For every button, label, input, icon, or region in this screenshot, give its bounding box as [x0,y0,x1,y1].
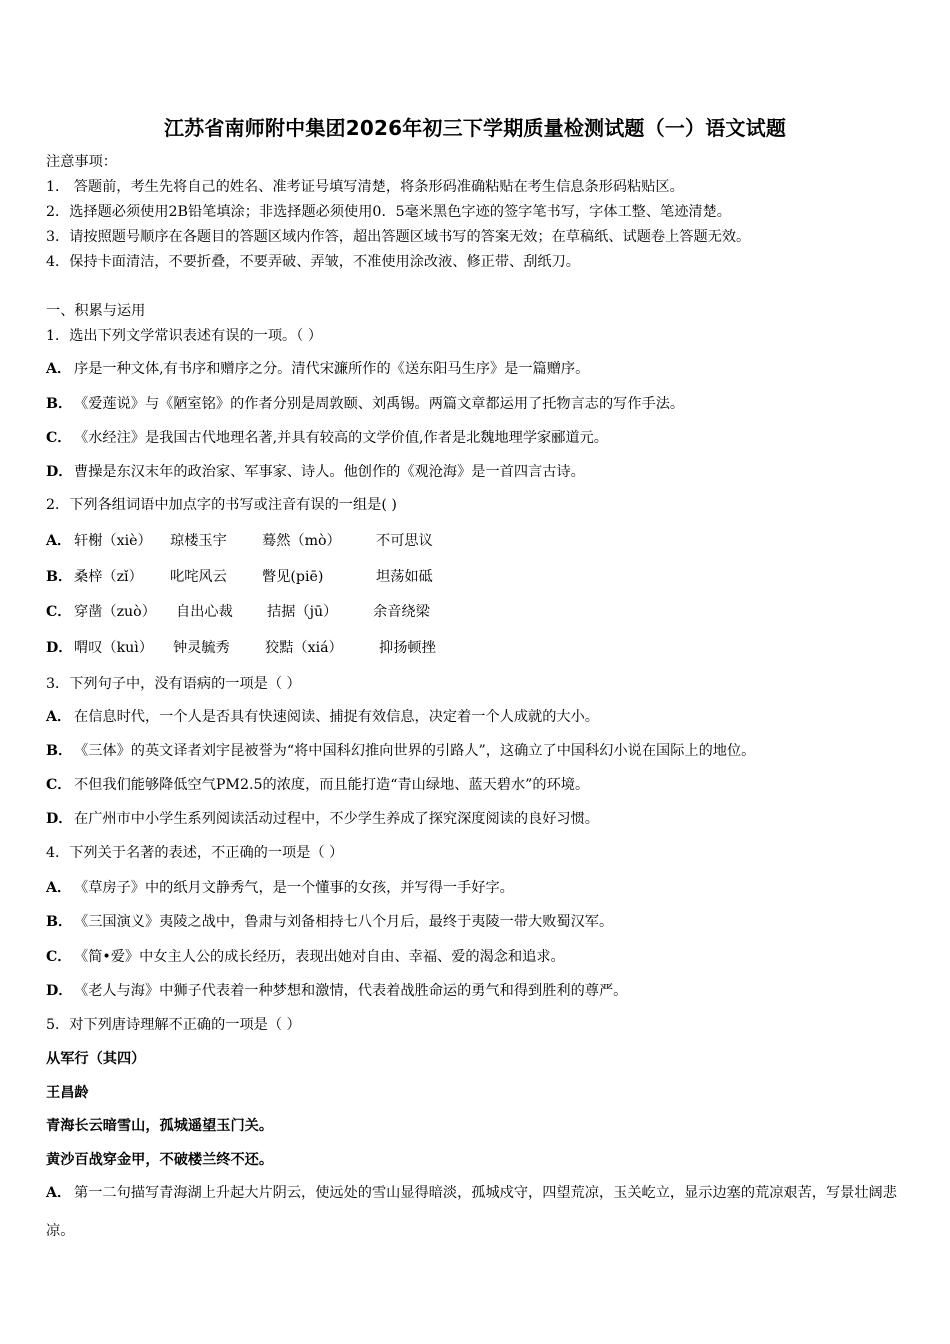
q3-option-c [46,775,589,795]
option-label: C． [46,777,72,793]
option-text: 《水经注》是我国古代地理名著,并具有较高的文学价值,作者是北魏地理学家郦道元。 [74,430,608,446]
q1-option-a [46,359,589,379]
option-text: 在信息时代，一个人是否具有快速阅读、捕捉有效信息，决定着一个人成就的大小。 [74,709,599,725]
q2-row-b [46,567,906,589]
word-cell: 余音绕梁 [373,604,430,620]
notice-item-3: 3．请按照题号顺序在各题目的答题区域内作答，超出答题区域书写的答案无效；在草稿纸、试题卷上答题无效。 [46,229,751,245]
option-text: 在广州市中小学生系列阅读活动过程中，不少学生养成了探究深度阅读的良好习惯。 [74,811,599,827]
option-label: C． [46,430,72,446]
option-text: 序是一种文体,有书序和赠序之分。清代宋濂所作的《送东阳马生序》是一篇赠序。 [74,361,590,377]
option-text: 《老人与海》中狮子代表着一种梦想和激情，代表着战胜命运的勇气和得到胜利的尊严。 [74,983,628,999]
word-cell: 抑扬顿挫 [379,640,436,656]
q1-option-c [46,428,608,448]
option-text: 第一二句描写青海湖上升起大片阴云，使远处的雪山显得暗淡，孤城戍守，四望荒凉，玉关屹立，显示边塞的荒凉艰苦，写景壮阔悲凉。 [46,1185,897,1239]
q2-row-d [46,638,906,660]
word-cell: 蓦然（mò） [262,533,341,549]
option-label: A． [46,533,72,549]
q4-option-c [46,947,565,967]
word-cell: 琼楼玉宇 [170,533,227,549]
q4-option-d [46,981,627,1001]
q4-option-b [46,912,613,932]
option-label: C． [46,604,72,620]
option-label: D． [46,983,73,999]
q3-option-a [46,707,599,727]
word-cell: 轩榭（xiè） [74,533,152,549]
option-label: A． [46,880,72,896]
option-label: A． [46,709,72,725]
word-cell: 瞥见(piē) [262,569,324,585]
word-cell: 桑梓（zǐ） [74,569,143,585]
option-label: C． [46,949,72,965]
option-text: 《三体》的英文译者刘宇昆被誉为“将中国科幻推向世界的引路人”，这确立了中国科幻小说在国际上的地位。 [74,743,756,759]
q2-row-a [46,531,906,553]
option-label: D． [46,640,73,656]
option-label: B． [46,914,73,930]
notice-item-1: 1． 答题前，考生先将自己的姓名、准考证号填写清楚，将条形码准确粘贴在考生信息条形码粘贴区。 [46,179,684,195]
q5-stem: 5．对下列唐诗理解不正确的一项是（ ） [46,1017,301,1033]
section-heading: 一、积累与运用 [46,303,146,319]
option-label: A． [46,1185,72,1201]
poem-line-2: 黄沙百战穿金甲，不破楼兰终不还。 [46,1152,274,1168]
q1-stem: 1．选出下列文学常识表述有误的一项。（ ） [46,328,323,344]
option-text: 《爱莲说》与《陋室铭》的作者分别是周敦颐、刘禹锡。两篇文章都运用了托物言志的写作手法。 [74,396,685,412]
option-label: D． [46,464,73,480]
option-text: 曹操是东汉末年的政治家、军事家、诗人。他创作的《观沧海》是一首四言古诗。 [74,464,585,480]
option-text: 《简•爱》中女主人公的成长经历，表现出她对自由、幸福、爱的渴念和追求。 [74,949,565,965]
q3-option-b [46,741,755,761]
poem-title: 从军行（其四） [46,1051,146,1067]
q4-stem: 4．下列关于名著的表述，不正确的一项是（ ） [46,845,344,861]
word-cell: 不可思议 [376,533,433,549]
option-label: D． [46,811,73,827]
q3-option-d [46,809,599,829]
option-text: 《三国演义》夷陵之战中，鲁肃与刘备相持七八个月后，最终于夷陵一带大败蜀汉军。 [74,914,614,930]
poem-line-1: 青海长云暗雪山，孤城遥望玉门关。 [46,1118,274,1134]
q2-stem: 2．下列各组词语中加点字的书写或注音有误的一组是( ) [46,497,397,513]
option-label: B． [46,743,73,759]
q2-row-c [46,602,906,624]
word-cell: 叱咤风云 [170,569,227,585]
q1-option-b [46,394,684,414]
q1-option-d [46,462,585,482]
page-title: 江苏省南师附中集团2026年初三下学期质量检测试题（一）语文试题 [163,116,787,140]
notice-item-4: 4．保持卡面清洁，不要折叠，不要弄破、弄皱，不准使用涂改液、修正带、刮纸刀。 [46,254,580,270]
poet-name: 王昌龄 [46,1085,89,1101]
option-text: 《草房子》中的纸月文静秀气，是一个懂事的女孩，并写得一手好字。 [74,880,514,896]
option-text: 不但我们能够降低空气PM2.5的浓度，而且能打造“青山绿地、蓝天碧水”的环境。 [74,777,590,793]
word-cell: 自出心裁 [176,604,233,620]
word-cell: 拮据（jū） [267,604,338,620]
word-cell: 喟叹（kuì） [74,640,154,656]
option-label: A． [46,361,72,377]
option-label: B． [46,569,73,585]
word-cell: 狡黠（xiá） [265,640,343,656]
notice-heading: 注意事项： [46,154,117,170]
q4-option-a [46,878,514,898]
option-label: B． [46,396,73,412]
word-cell: 坦荡如砥 [376,569,433,585]
q5-option-a [46,1174,902,1250]
notice-item-2: 2．选择题必须使用2B铅笔填涂；非选择题必须使用0．5毫米黑色字迹的签字笔书写，字体工整、笔迹清楚。 [46,204,731,220]
word-cell: 钟灵毓秀 [173,640,230,656]
q3-stem: 3．下列句子中，没有语病的一项是（ ） [46,676,301,692]
word-cell: 穿凿（zuò） [74,604,156,620]
